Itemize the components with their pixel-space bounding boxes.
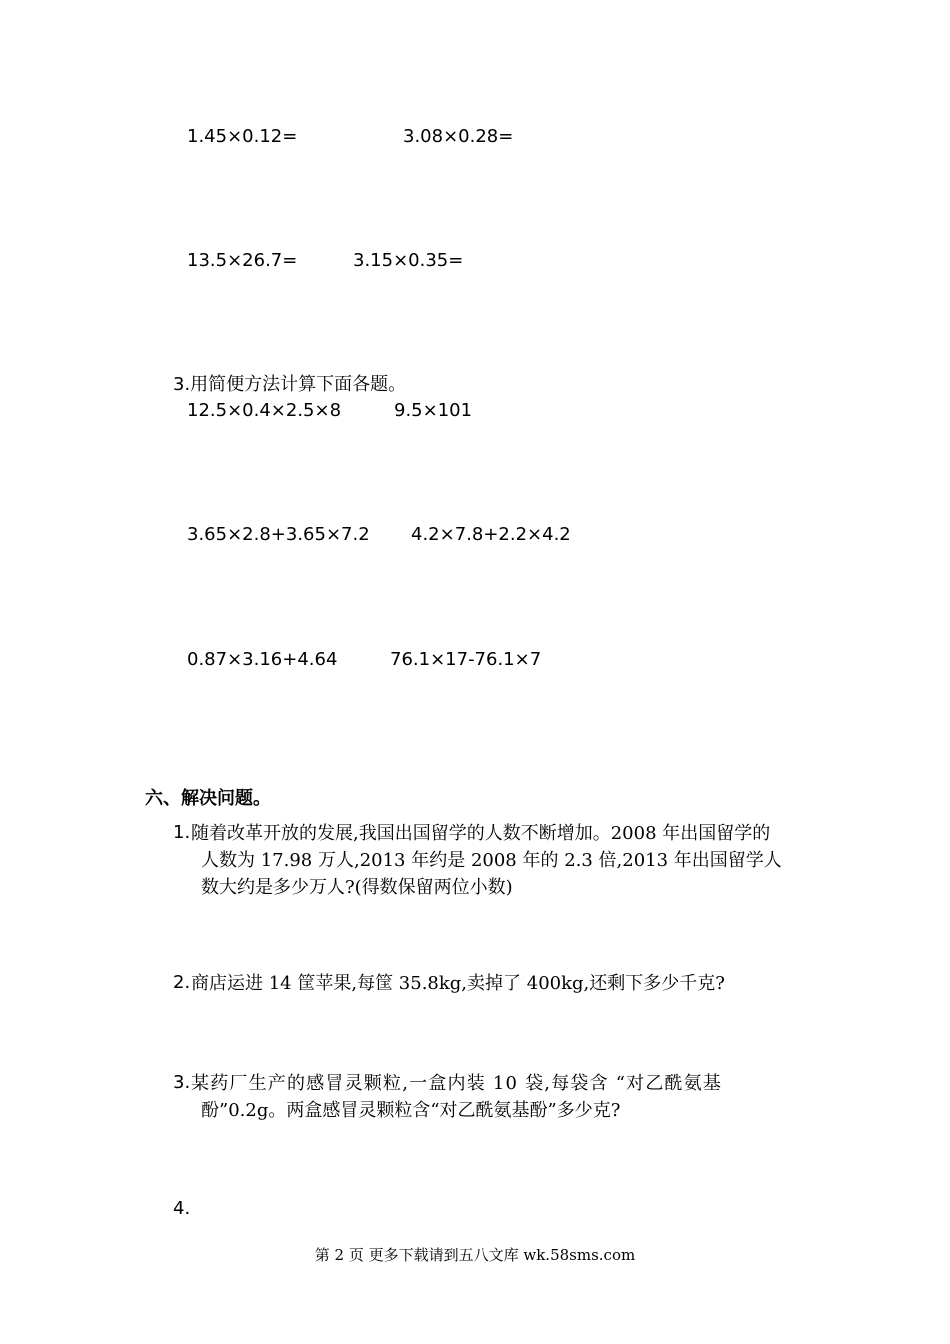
problem-text: 某药厂生产的感冒灵颗粒,一盒内装 10 袋,每袋含 “对乙酰氨基 酚”0.2g。两盒感冒灵颗粒含“对乙酰氨基酚”多少克?: [191, 1073, 723, 1121]
page-footer: 第 2 页 更多下载请到五八文库 wk.58sms.com: [314, 1246, 636, 1264]
problem-number: 4.: [173, 1198, 191, 1219]
calc-expression: 9.5×101: [394, 400, 473, 421]
problem-number: 3.: [173, 1072, 191, 1093]
calc-expression: 76.1×17-76.1×7: [390, 649, 542, 670]
section6-title: 六、解决问题。: [145, 788, 271, 809]
problem-number: 2.: [173, 972, 191, 993]
calc-expression: 1.45×0.12=: [187, 126, 298, 147]
calc-expression: 4.2×7.8+2.2×4.2: [411, 524, 571, 545]
calc-expression: 3.08×0.28=: [403, 126, 514, 147]
calc-expression: 13.5×26.7=: [187, 250, 298, 271]
calc-expression: 3.15×0.35=: [353, 250, 464, 271]
calc-expression: 0.87×3.16+4.64: [187, 649, 338, 670]
section3-title: 3.用简便方法计算下面各题。: [173, 374, 407, 395]
problem-number: 1.: [173, 822, 191, 843]
problem-text: 随着改革开放的发展,我国出国留学的人数不断增加。2008 年出国留学的 人数为 17.98 万人,2013 年约是 2008 年的 2.3 倍,2013 年出国留学人 数大约是多少万人?(得数保留两位小数): [191, 823, 782, 898]
calc-expression: 3.65×2.8+3.65×7.2: [187, 524, 370, 545]
calc-expression: 12.5×0.4×2.5×8: [187, 400, 342, 421]
problem-text: 商店运进 14 筐苹果,每筐 35.8kg,卖掉了 400kg,还剩下多少千克?: [191, 973, 725, 994]
